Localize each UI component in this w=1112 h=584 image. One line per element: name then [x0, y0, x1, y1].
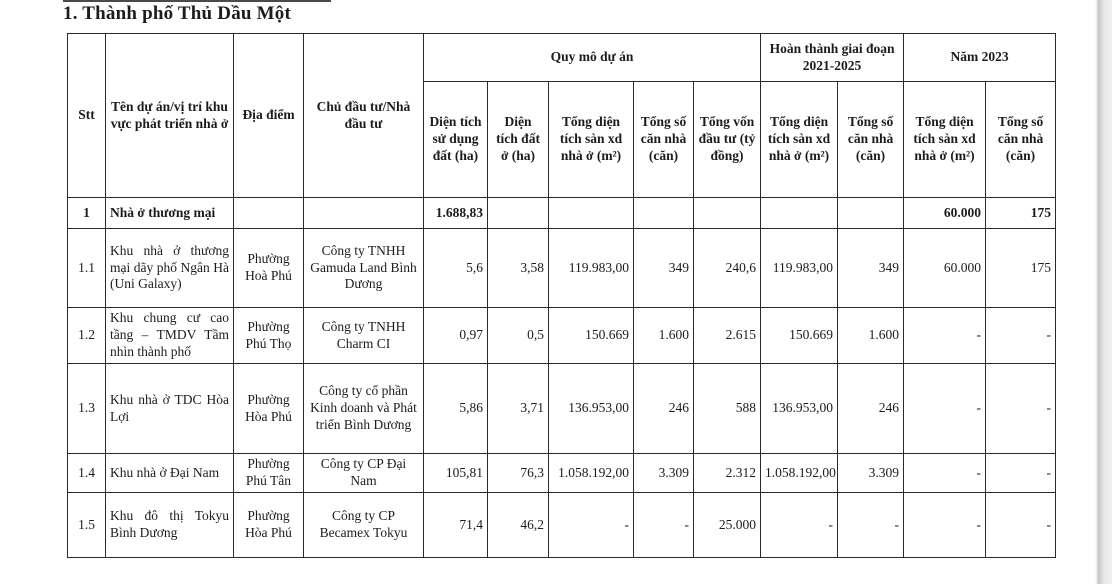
- cell-total-units: -: [634, 493, 694, 558]
- cell-total-capital: [694, 198, 761, 229]
- cell-location: Phường Hòa Phú: [234, 364, 304, 454]
- cell-investor: Công ty CP Đại Nam: [304, 454, 424, 493]
- cell-total-floor-area: -: [549, 493, 634, 558]
- cell-location: Phường Phú Thọ: [234, 308, 304, 364]
- cell-total-capital: 240,6: [694, 229, 761, 308]
- cell-residential-land-area: 76,3: [488, 454, 549, 493]
- header-group-year-2023: Năm 2023: [904, 34, 1056, 82]
- page-right-edge-shadow: [1093, 0, 1112, 584]
- cell-project-name: Khu nhà ở TDC Hòa Lợi: [106, 364, 234, 454]
- cell-floor-area-2021-2025: 119.983,00: [761, 229, 838, 308]
- header-location: Địa điểm: [234, 34, 304, 198]
- cell-total-floor-area: 119.983,00: [549, 229, 634, 308]
- cell-total-floor-area: 1.058.192,00: [549, 454, 634, 493]
- cell-units-2021-2025: 1.600: [838, 308, 904, 364]
- table-row: [68, 493, 1056, 558]
- cell-location: Phường Phú Tân: [234, 454, 304, 493]
- table-row: [68, 308, 1056, 364]
- cell-total-units: 349: [634, 229, 694, 308]
- cropped-text-artifact: [63, 0, 331, 2]
- cell-land-use-area: 71,4: [424, 493, 488, 558]
- header-floor-area-2023: Tổng diện tích sàn xd nhà ở (m²): [904, 82, 986, 198]
- header-investor: Chủ đầu tư/Nhà đầu tư: [304, 34, 424, 198]
- table-row: [68, 198, 1056, 229]
- page-title: 1. Thành phố Thủ Dầu Một: [63, 3, 291, 24]
- cell-location: Phường Hoà Phú: [234, 229, 304, 308]
- header-group-row: [68, 34, 1056, 82]
- cell-units-2021-2025: [838, 198, 904, 229]
- cell-floor-area-2023: 60.000: [904, 229, 986, 308]
- cell-project-name: Khu đô thị Tokyu Bình Dương: [106, 493, 234, 558]
- header-total-capital: Tổng vốn đầu tư (tỷ đồng): [694, 82, 761, 198]
- housing-projects-table: [67, 33, 1056, 558]
- cell-floor-area-2021-2025: [761, 198, 838, 229]
- cell-floor-area-2021-2025: 150.669: [761, 308, 838, 364]
- cell-stt: 1.3: [68, 364, 106, 454]
- table-row: [68, 364, 1056, 454]
- cell-units-2021-2025: 246: [838, 364, 904, 454]
- header-land-use-area: Diện tích sử dụng đất (ha): [424, 82, 488, 198]
- cell-floor-area-2023: -: [904, 308, 986, 364]
- header-total-units: Tổng số căn nhà (căn): [634, 82, 694, 198]
- table-row: [68, 229, 1056, 308]
- cell-residential-land-area: 3,71: [488, 364, 549, 454]
- cell-investor: Công ty cổ phần Kinh doanh và Phát triển Bình Dương: [304, 364, 424, 454]
- cell-floor-area-2023: -: [904, 454, 986, 493]
- cell-total-floor-area: 150.669: [549, 308, 634, 364]
- cell-floor-area-2021-2025: 136.953,00: [761, 364, 838, 454]
- cell-total-floor-area: [549, 198, 634, 229]
- cell-total-units: 246: [634, 364, 694, 454]
- cell-units-2023: -: [986, 308, 1056, 364]
- cell-units-2023: -: [986, 454, 1056, 493]
- cell-project-name: Khu chung cư cao tầng – TMDV Tầm nhìn thành phố: [106, 308, 234, 364]
- cell-residential-land-area: 46,2: [488, 493, 549, 558]
- cell-total-capital: 588: [694, 364, 761, 454]
- cell-units-2023: 175: [986, 198, 1056, 229]
- header-floor-area-2021-2025: Tổng diện tích sàn xd nhà ở (m²): [761, 82, 838, 198]
- header-stt: Stt: [68, 34, 106, 198]
- cell-total-units: 1.600: [634, 308, 694, 364]
- cell-project-name: Khu nhà ở thương mại dãy phố Ngân Hà (Uni Galaxy): [106, 229, 234, 308]
- header-units-2021-2025: Tổng số căn nhà (căn): [838, 82, 904, 198]
- table-row: [68, 454, 1056, 493]
- cell-floor-area-2023: -: [904, 493, 986, 558]
- cell-units-2023: -: [986, 364, 1056, 454]
- cell-investor: Công ty CP Becamex Tokyu: [304, 493, 424, 558]
- header-group-completion-2021-2025: Hoàn thành giai đoạn 2021-2025: [761, 34, 904, 82]
- cell-residential-land-area: 3,58: [488, 229, 549, 308]
- cell-project-name: Khu nhà ở Đại Nam: [106, 454, 234, 493]
- cell-investor: [304, 198, 424, 229]
- cell-land-use-area: 1.688,83: [424, 198, 488, 229]
- cell-stt: 1.2: [68, 308, 106, 364]
- cell-floor-area-2023: -: [904, 364, 986, 454]
- cell-investor: Công ty TNHH Charm CI: [304, 308, 424, 364]
- cell-units-2021-2025: -: [838, 493, 904, 558]
- cell-stt: 1.5: [68, 493, 106, 558]
- cell-investor: Công ty TNHH Gamuda Land Bình Dương: [304, 229, 424, 308]
- header-residential-land-area: Diện tích đất ở (ha): [488, 82, 549, 198]
- cell-total-capital: 2.312: [694, 454, 761, 493]
- cell-land-use-area: 0,97: [424, 308, 488, 364]
- cell-total-units: [634, 198, 694, 229]
- cell-residential-land-area: [488, 198, 549, 229]
- cell-units-2023: -: [986, 493, 1056, 558]
- cell-units-2023: 175: [986, 229, 1056, 308]
- cell-total-floor-area: 136.953,00: [549, 364, 634, 454]
- cell-stt: 1: [68, 198, 106, 229]
- cell-units-2021-2025: 3.309: [838, 454, 904, 493]
- cell-floor-area-2021-2025: -: [761, 493, 838, 558]
- cell-floor-area-2021-2025: 1.058.192,00: [761, 454, 838, 493]
- cell-stt: 1.1: [68, 229, 106, 308]
- cell-total-units: 3.309: [634, 454, 694, 493]
- cell-total-capital: 25.000: [694, 493, 761, 558]
- header-group-project-scale: Quy mô dự án: [424, 34, 761, 82]
- cell-total-capital: 2.615: [694, 308, 761, 364]
- cell-location: [234, 198, 304, 229]
- header-project-name: Tên dự án/vị trí khu vực phát triển nhà ở: [106, 34, 234, 198]
- cell-land-use-area: 5,6: [424, 229, 488, 308]
- cell-residential-land-area: 0,5: [488, 308, 549, 364]
- cell-project-name: Nhà ở thương mại: [106, 198, 234, 229]
- cell-floor-area-2023: 60.000: [904, 198, 986, 229]
- cell-units-2021-2025: 349: [838, 229, 904, 308]
- header-total-floor-area: Tổng diện tích sàn xd nhà ở (m²): [549, 82, 634, 198]
- cell-location: Phường Hòa Phú: [234, 493, 304, 558]
- header-units-2023: Tổng số căn nhà (căn): [986, 82, 1056, 198]
- cell-land-use-area: 105,81: [424, 454, 488, 493]
- cell-stt: 1.4: [68, 454, 106, 493]
- cell-land-use-area: 5,86: [424, 364, 488, 454]
